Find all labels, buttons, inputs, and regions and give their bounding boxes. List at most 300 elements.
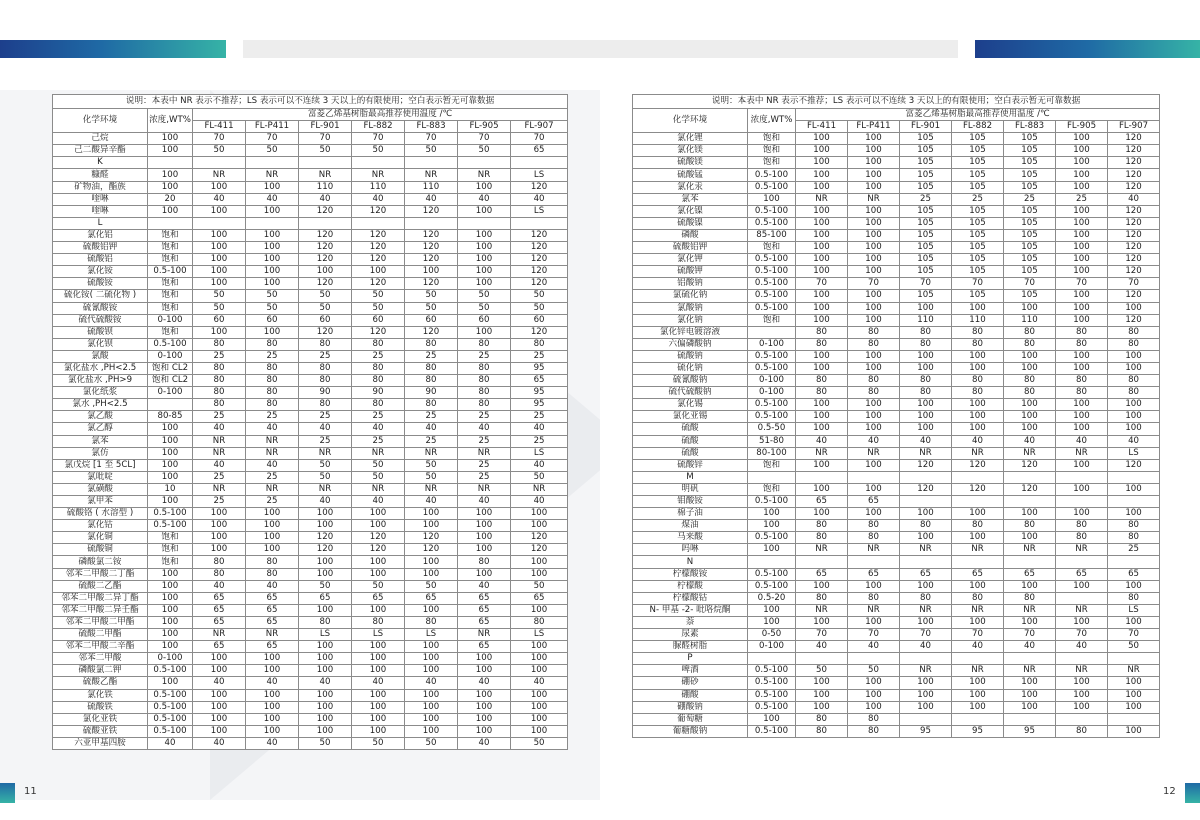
concentration-cell: 0.5-100 xyxy=(748,725,796,737)
temperature-cell: 100 xyxy=(848,169,900,181)
resin-header: FL-907 xyxy=(1108,121,1160,133)
temperature-cell: 120 xyxy=(1108,290,1160,302)
temperature-cell: 40 xyxy=(405,193,458,205)
temperature-cell: 100 xyxy=(848,133,900,145)
chemical-cell: 氯化盐水 ,PH>9 xyxy=(53,375,148,387)
temperature-cell xyxy=(246,217,299,229)
temperature-cell: 100 xyxy=(352,641,405,653)
chemical-cell: 硫酸 xyxy=(633,447,748,459)
temperature-cell: 120 xyxy=(1108,145,1160,157)
temperature-cell: 65 xyxy=(458,616,511,628)
temperature-cell: 50 xyxy=(299,737,352,749)
temperature-cell: 100 xyxy=(511,568,568,580)
chemical-cell: 磷酸 xyxy=(633,229,748,241)
table-row xyxy=(633,496,1160,508)
temperature-cell: NR xyxy=(1056,604,1108,616)
table-row xyxy=(53,604,568,616)
temperature-cell: 80 xyxy=(246,556,299,568)
temperature-cell: 50 xyxy=(405,737,458,749)
chemical-cell: 氯化亚铁 xyxy=(53,713,148,725)
temperature-cell: 40 xyxy=(458,496,511,508)
table-row xyxy=(53,544,568,556)
concentration-cell: 80-85 xyxy=(148,411,193,423)
chemical-cell: 硫酸铜 xyxy=(53,544,148,556)
temperature-cell: 100 xyxy=(848,508,900,520)
temperature-cell: 105 xyxy=(900,242,952,254)
temperature-cell: 50 xyxy=(246,302,299,314)
temperature-cell: 100 xyxy=(458,278,511,290)
temperature-cell: 70 xyxy=(952,629,1004,641)
table-row xyxy=(633,483,1160,495)
concentration-cell xyxy=(148,157,193,169)
chemical-cell: 氯化镁 xyxy=(633,145,748,157)
temperature-cell: 50 xyxy=(458,302,511,314)
temperature-cell: 100 xyxy=(952,689,1004,701)
temperature-cell: 100 xyxy=(796,302,848,314)
temperature-cell xyxy=(511,217,568,229)
temperature-cell: 100 xyxy=(246,701,299,713)
temperature-cell: 80 xyxy=(1108,520,1160,532)
chemical-cell: 硫酸二乙酯 xyxy=(53,580,148,592)
temperature-cell: 100 xyxy=(405,725,458,737)
temperature-cell: 100 xyxy=(1056,689,1108,701)
table-row xyxy=(53,641,568,653)
resin-header: FL-882 xyxy=(352,121,405,133)
concentration-cell: 100 xyxy=(148,641,193,653)
temperature-cell: 50 xyxy=(458,290,511,302)
concentration-cell: 0.5-100 xyxy=(148,520,193,532)
table-row xyxy=(633,641,1160,653)
temperature-cell: 25 xyxy=(511,435,568,447)
temperature-cell: 65 xyxy=(246,592,299,604)
temperature-cell: 80 xyxy=(246,362,299,374)
temperature-cell: 80 xyxy=(848,592,900,604)
table-row xyxy=(53,326,568,338)
temperature-cell: 100 xyxy=(458,532,511,544)
temperature-cell: 100 xyxy=(952,580,1004,592)
temperature-cell: 100 xyxy=(848,423,900,435)
temperature-cell: NR xyxy=(848,604,900,616)
temperature-cell: 80 xyxy=(1108,532,1160,544)
table-row xyxy=(53,725,568,737)
temperature-cell: 80 xyxy=(405,338,458,350)
temperature-cell: 25 xyxy=(193,496,246,508)
temperature-cell: 100 xyxy=(952,399,1004,411)
temperature-cell: 100 xyxy=(1056,169,1108,181)
table-row xyxy=(633,423,1160,435)
temperature-cell: 25 xyxy=(458,471,511,483)
temperature-cell: 80 xyxy=(1004,520,1056,532)
temperature-cell: 70 xyxy=(796,629,848,641)
temperature-cell xyxy=(511,157,568,169)
temperature-cell: 40 xyxy=(352,677,405,689)
temperature-cell: 100 xyxy=(1108,725,1160,737)
temperature-cell: 80 xyxy=(458,387,511,399)
temperature-cell: 80 xyxy=(796,725,848,737)
conc-header: 浓度,WT% xyxy=(148,109,193,133)
concentration-cell: 饱和 xyxy=(148,556,193,568)
temperature-cell: 105 xyxy=(952,242,1004,254)
temperature-cell: 80 xyxy=(848,713,900,725)
temperature-cell: 120 xyxy=(511,326,568,338)
temperature-cell: 50 xyxy=(405,459,458,471)
temperature-cell: 100 xyxy=(246,254,299,266)
concentration-cell: 饱和 xyxy=(748,459,796,471)
temperature-cell: NR xyxy=(511,483,568,495)
temperature-cell: 70 xyxy=(848,629,900,641)
table-row xyxy=(633,713,1160,725)
temperature-cell xyxy=(1108,713,1160,725)
concentration-cell: 饱和 xyxy=(748,145,796,157)
temperature-cell: 40 xyxy=(511,459,568,471)
temperature-cell: 25 xyxy=(458,435,511,447)
temperature-cell: 80 xyxy=(796,520,848,532)
temperature-cell: 100 xyxy=(458,508,511,520)
temperature-cell xyxy=(1056,471,1108,483)
page-number-left: 11 xyxy=(24,786,37,797)
temperature-cell: 100 xyxy=(1056,423,1108,435)
temperature-cell: 80 xyxy=(193,375,246,387)
temperature-cell: 105 xyxy=(1004,133,1056,145)
temperature-cell: 100 xyxy=(458,229,511,241)
temperature-cell: 40 xyxy=(246,459,299,471)
temperature-cell: 105 xyxy=(952,229,1004,241)
temperature-cell: 100 xyxy=(299,689,352,701)
temperature-cell: 25 xyxy=(511,411,568,423)
temperature-cell: 100 xyxy=(458,242,511,254)
temperature-cell: 65 xyxy=(900,568,952,580)
temperature-cell: 100 xyxy=(352,689,405,701)
temperature-cell: 25 xyxy=(299,435,352,447)
temperature-cell: 100 xyxy=(246,544,299,556)
table-row xyxy=(53,496,568,508)
temperature-cell: 80 xyxy=(458,375,511,387)
temperature-cell: 100 xyxy=(246,653,299,665)
concentration-cell: 80-100 xyxy=(748,447,796,459)
temperature-cell: 65 xyxy=(458,604,511,616)
temperature-cell: 100 xyxy=(796,169,848,181)
temperature-cell: 40 xyxy=(352,496,405,508)
concentration-cell: 100 xyxy=(748,713,796,725)
temperature-cell: 100 xyxy=(405,266,458,278)
temperature-cell: 100 xyxy=(246,266,299,278)
temperature-cell: 80 xyxy=(193,568,246,580)
chemical-cell: 硫酸钠 xyxy=(633,350,748,362)
temperature-cell: 120 xyxy=(299,242,352,254)
temperature-cell xyxy=(1004,653,1056,665)
chemical-cell: 氯化纸浆 xyxy=(53,387,148,399)
concentration-cell xyxy=(148,399,193,411)
chemical-cell: 氯化钴 xyxy=(53,520,148,532)
temperature-cell xyxy=(1004,471,1056,483)
temperature-cell: 100 xyxy=(848,677,900,689)
temperature-cell: 100 xyxy=(1056,580,1108,592)
temperature-cell: 100 xyxy=(246,725,299,737)
concentration-cell: 0.5-100 xyxy=(148,713,193,725)
concentration-cell: 饱和 xyxy=(748,314,796,326)
chemical-cell: L xyxy=(53,217,148,229)
temperature-cell: 100 xyxy=(246,278,299,290)
concentration-cell xyxy=(148,217,193,229)
temperature-cell: 100 xyxy=(900,350,952,362)
temperature-cell: 120 xyxy=(511,254,568,266)
temperature-cell: 50 xyxy=(511,471,568,483)
temperature-cell: 70 xyxy=(1108,278,1160,290)
temperature-cell: 60 xyxy=(405,314,458,326)
temperature-cell: 50 xyxy=(405,145,458,157)
temperature-cell: 120 xyxy=(299,544,352,556)
chemical-cell: 萘 xyxy=(633,616,748,628)
chemical-cell: 氯乙酸 xyxy=(53,411,148,423)
temperature-cell: 70 xyxy=(1056,278,1108,290)
temperature-cell: 80 xyxy=(299,616,352,628)
concentration-cell: 0.5-100 xyxy=(748,411,796,423)
temperature-cell: NR xyxy=(352,447,405,459)
temperature-cell: 65 xyxy=(246,616,299,628)
temperature-cell: 50 xyxy=(405,471,458,483)
temperature-cell xyxy=(1056,556,1108,568)
header-accent-bar-right xyxy=(975,40,1200,58)
temperature-cell: 120 xyxy=(511,532,568,544)
temperature-cell: 100 xyxy=(352,604,405,616)
table-row xyxy=(633,459,1160,471)
chemical-cell: N- 甲基 -2- 吡咯烷酮 xyxy=(633,604,748,616)
concentration-cell: 饱和 CL2 xyxy=(148,362,193,374)
temperature-cell: 100 xyxy=(796,677,848,689)
concentration-cell: 0.5-100 xyxy=(748,266,796,278)
concentration-cell: 0.5-100 xyxy=(148,689,193,701)
temperature-cell xyxy=(1056,496,1108,508)
temperature-cell: NR xyxy=(848,544,900,556)
temperature-cell: 80 xyxy=(458,556,511,568)
chemical-cell: 氯化锂 xyxy=(633,133,748,145)
resin-header: FL-901 xyxy=(299,121,352,133)
temperature-cell: 80 xyxy=(405,375,458,387)
table-row xyxy=(633,169,1160,181)
temperature-cell: 40 xyxy=(246,677,299,689)
concentration-cell: 20 xyxy=(148,193,193,205)
concentration-cell: 100 xyxy=(148,677,193,689)
concentration-cell: 饱和 xyxy=(148,326,193,338)
temperature-cell: 65 xyxy=(193,592,246,604)
temperature-cell xyxy=(1108,471,1160,483)
temperature-cell: 80 xyxy=(900,326,952,338)
temperature-cell: 120 xyxy=(1004,483,1056,495)
temperature-cell: 40 xyxy=(458,423,511,435)
temperature-cell: 40 xyxy=(352,193,405,205)
temperature-cell: 120 xyxy=(405,229,458,241)
table-row xyxy=(633,157,1160,169)
concentration-cell: 饱和 xyxy=(148,242,193,254)
temperature-cell: 95 xyxy=(511,387,568,399)
temperature-cell: 100 xyxy=(848,411,900,423)
temperature-cell: 80 xyxy=(1108,326,1160,338)
table-row xyxy=(53,133,568,145)
temperature-cell: 80 xyxy=(796,532,848,544)
temperature-cell: 120 xyxy=(1108,205,1160,217)
table-row xyxy=(633,725,1160,737)
temperature-cell: 105 xyxy=(1004,181,1056,193)
temperature-cell xyxy=(796,471,848,483)
table-row xyxy=(633,278,1160,290)
temperature-cell: 25 xyxy=(405,411,458,423)
header-accent-bar-left xyxy=(0,40,226,58)
temperature-cell: 80 xyxy=(848,725,900,737)
temperature-cell: 100 xyxy=(458,665,511,677)
temperature-cell: 100 xyxy=(796,459,848,471)
temperature-cell: 100 xyxy=(511,665,568,677)
concentration-cell: 40 xyxy=(148,737,193,749)
temperature-cell: 100 xyxy=(796,290,848,302)
concentration-cell: 0.5-100 xyxy=(748,689,796,701)
chemical-cell: 吗啉 xyxy=(633,544,748,556)
temperature-cell: 80 xyxy=(193,387,246,399)
resin-header: FL-905 xyxy=(1056,121,1108,133)
concentration-cell: 0.5-100 xyxy=(748,399,796,411)
temperature-cell: 100 xyxy=(1056,266,1108,278)
temperature-cell: 80 xyxy=(193,338,246,350)
temperature-cell: 100 xyxy=(511,653,568,665)
temperature-cell xyxy=(1056,713,1108,725)
table-row xyxy=(633,701,1160,713)
temperature-cell: 80 xyxy=(299,338,352,350)
temperature-cell: 100 xyxy=(1056,350,1108,362)
concentration-cell: 0.5-100 xyxy=(748,350,796,362)
temperature-cell: 80 xyxy=(1004,338,1056,350)
temperature-cell: NR xyxy=(952,544,1004,556)
concentration-cell: 0.5-100 xyxy=(748,665,796,677)
temperature-cell: 105 xyxy=(952,157,1004,169)
temperature-cell: 100 xyxy=(193,689,246,701)
temperature-cell: 80 xyxy=(352,362,405,374)
temperature-cell: 60 xyxy=(511,314,568,326)
temperature-cell: NR xyxy=(299,447,352,459)
chemical-cell: 硫酸钡 xyxy=(53,326,148,338)
table-row xyxy=(53,508,568,520)
temperature-cell: 80 xyxy=(1108,387,1160,399)
temperature-cell: NR xyxy=(246,169,299,181)
chemical-cell: 硫酸钾 xyxy=(633,266,748,278)
temperature-cell: 100 xyxy=(193,653,246,665)
temperature-cell: 120 xyxy=(511,278,568,290)
concentration-cell: 0-100 xyxy=(748,387,796,399)
temperature-cell: 120 xyxy=(405,326,458,338)
temperature-cell: 100 xyxy=(299,725,352,737)
temperature-cell: 100 xyxy=(352,520,405,532)
concentration-cell: 0-100 xyxy=(748,338,796,350)
temperature-cell: 100 xyxy=(848,157,900,169)
temperature-cell: NR xyxy=(458,447,511,459)
chemical-cell: 脲醛树脂 xyxy=(633,641,748,653)
conc-header: 浓度,WT% xyxy=(748,109,796,133)
table-row xyxy=(53,145,568,157)
temperature-cell: 100 xyxy=(848,483,900,495)
temperature-cell: 100 xyxy=(458,725,511,737)
chemical-cell: 硫酸铝钾 xyxy=(633,242,748,254)
temperature-cell: 100 xyxy=(246,532,299,544)
temperature-cell: 80 xyxy=(1056,532,1108,544)
temperature-cell: LS xyxy=(352,629,405,641)
temperature-cell: 40 xyxy=(511,193,568,205)
temperature-cell: 100 xyxy=(246,326,299,338)
temperature-cell xyxy=(352,217,405,229)
temperature-cell: 40 xyxy=(299,677,352,689)
table-row xyxy=(633,399,1160,411)
temperature-cell: LS xyxy=(1108,604,1160,616)
concentration-cell: 0-100 xyxy=(148,387,193,399)
temperature-cell: 105 xyxy=(952,181,1004,193)
temperature-cell: 100 xyxy=(1108,508,1160,520)
table-row xyxy=(633,532,1160,544)
temperature-cell: 100 xyxy=(848,205,900,217)
temperature-cell: 100 xyxy=(246,205,299,217)
temperature-cell: 100 xyxy=(405,701,458,713)
temperature-cell: 65 xyxy=(511,592,568,604)
temperature-cell: 100 xyxy=(848,701,900,713)
temperature-cell: 40 xyxy=(848,641,900,653)
temperature-cell: NR xyxy=(193,447,246,459)
temperature-cell: 80 xyxy=(511,616,568,628)
temperature-cell: 100 xyxy=(848,350,900,362)
temperature-cell: 100 xyxy=(405,508,458,520)
temperature-cell: 100 xyxy=(1004,532,1056,544)
temperature-cell: 65 xyxy=(193,604,246,616)
chemical-cell: 矿物油，酯族 xyxy=(53,181,148,193)
temperature-cell: 60 xyxy=(458,314,511,326)
temperature-cell: 100 xyxy=(796,508,848,520)
temperature-cell: 105 xyxy=(900,266,952,278)
concentration-cell: 100 xyxy=(148,423,193,435)
temperature-cell: 100 xyxy=(458,544,511,556)
temperature-cell: 100 xyxy=(299,604,352,616)
temperature-cell: 70 xyxy=(193,133,246,145)
temperature-cell: 40 xyxy=(405,423,458,435)
table-row xyxy=(633,326,1160,338)
temperature-cell: 100 xyxy=(246,508,299,520)
temperature-cell: 50 xyxy=(299,302,352,314)
temperature-cell: NR xyxy=(900,544,952,556)
temperature-cell: 90 xyxy=(299,387,352,399)
chemical-cell: 氯化钠 xyxy=(633,314,748,326)
temperature-cell: 25 xyxy=(246,350,299,362)
temperature-cell: 40 xyxy=(458,737,511,749)
temperature-cell: 100 xyxy=(511,713,568,725)
temperature-cell: 80 xyxy=(246,387,299,399)
temperature-cell: 100 xyxy=(458,326,511,338)
concentration-cell: 10 xyxy=(148,483,193,495)
table-row xyxy=(633,629,1160,641)
temperature-cell: 40 xyxy=(796,641,848,653)
temperature-cell: NR xyxy=(796,544,848,556)
concentration-cell: 0-100 xyxy=(148,653,193,665)
temperature-cell: 80 xyxy=(900,375,952,387)
temperature-cell: NR xyxy=(352,483,405,495)
table-row xyxy=(633,145,1160,157)
table-row xyxy=(53,302,568,314)
temperature-cell xyxy=(1108,556,1160,568)
chemical-cell: 氯仿 xyxy=(53,447,148,459)
temperature-cell: 80 xyxy=(796,592,848,604)
chemical-cell: 柠檬酸钴 xyxy=(633,592,748,604)
temperature-cell: 40 xyxy=(511,423,568,435)
temperature-cell: 100 xyxy=(352,665,405,677)
table-row xyxy=(53,423,568,435)
temperature-cell: 70 xyxy=(848,278,900,290)
temperature-cell xyxy=(299,217,352,229)
table-row xyxy=(53,169,568,181)
temperature-cell: 100 xyxy=(1056,302,1108,314)
temperature-cell: 100 xyxy=(193,181,246,193)
